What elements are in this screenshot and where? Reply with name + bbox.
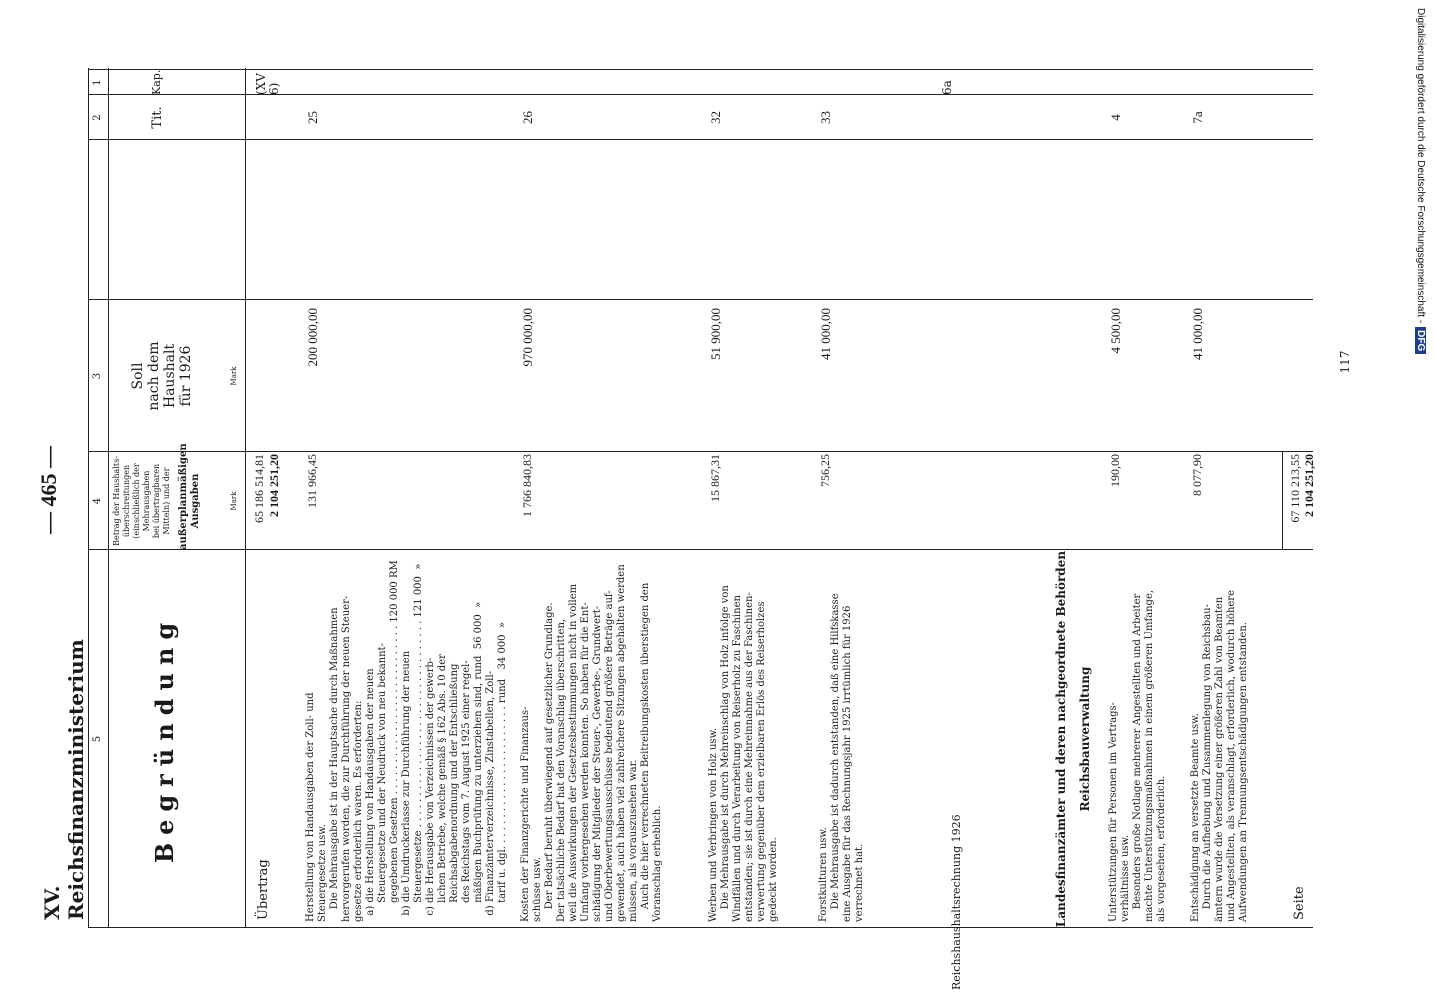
row-betrag: 15 867,31: [708, 454, 722, 502]
total-value-2: 2 104 251,20: [1302, 454, 1316, 517]
row-text: Kosten der Finanzgerichte und Finanzaus- schüsse usw. Der Bedarf beruht überwiegend auf gesetzlicher Grundlage. Der tatsächliche Bedarf hat den Voranschlag überschritten, weil die Auswirkungen der Gesetzesbestimmungen nicht in vollem Umfang vorhergesehen werden konnten. So haben für die Ent- schädigung der Mitglieder der Steuer-, Gewerbe-, Grundwert- und Oberbewertungsausschüsse bedeutend größere Beträge auf- gewendet, auch haben viel zahlreichere Sitzungen abgehalten werden müssen, als vorauszusehen war. Auch die hier verrechneten Beitreibungskosten überstiegen den Voranschlag erheblich.: [520, 564, 663, 922]
carry-kap: (XV 6): [254, 73, 281, 95]
row-tit: 25: [305, 111, 320, 124]
row-text: Entschädigung an versetzte Beamte usw. Durch die Aufhebung und Zusammenlegung von Reichsbau- ämtern wurde die Versetzung einer größeren Zahl von Beamten und Angestellten, als veranschlagt, erforderlich, wodurch höhere Aufwendungen an Trennungsentschädigungen entstanden.: [1190, 589, 1249, 922]
colnum-5: 5: [92, 735, 103, 743]
row-betrag: 190,00: [1108, 454, 1122, 487]
col-line-0: [88, 927, 1313, 928]
row-text: Werben und Verbringen von Holz usw. Die Mehrausgabe ist durch Mehreinschlag von Holz infolge von Windfällen und durch Verarbeitung von Reiserholz zu Faschinen entstanden; sie ist durch eine Mehreinnahme aus der Faschinen- verwertung gegenüber dem erzielbaren Erlös des Reiserholzes gedeckt worden.: [708, 585, 779, 922]
section-subtitle: Reichsbauverwaltung: [1078, 666, 1092, 812]
page-number: — 465 —: [36, 446, 61, 534]
colnum-3: 3: [92, 372, 103, 380]
total-rule: [1282, 452, 1283, 550]
row-tit: 7a: [1190, 111, 1205, 124]
colnum-4: 4: [92, 497, 103, 505]
total-label: Seite: [1292, 886, 1307, 920]
row-text: Unterstützungen für Personen im Vertrags- verhältnisse usw. Besonders große Notlage mehrerer Angestellten und Arbeiter machte Unterstützungsmaßnahmen in einem größeren Umfange, als vorgesehen, erforderlich.: [1108, 589, 1167, 922]
row-soll: 51 900,00: [708, 308, 723, 360]
table-top-rule: [88, 68, 89, 928]
col-line-3: [88, 299, 1313, 300]
header-tit: Tit.: [150, 106, 165, 129]
colnum-2: 2: [92, 114, 103, 121]
header-soll: Soll nach dem Haushalt für 1926: [130, 341, 194, 411]
total-value-1: 67 110 213,55: [1288, 454, 1302, 523]
header-bottom-rule: [245, 68, 246, 928]
row-text: Herstellung von Handausgaben der Zoll- und Steuergesetze usw. Die Mehrausgabe ist in der Hauptsache durch Maßnahmen hervorgerufen worden, die zur Durchführung der neuen Steuer- gesetze erforderlich waren. Es erforderten: a) die Herstellung von Handausgaben der neuen Steuergesetze und der Neudruck von neu bekannt- gegebenen Gesetzen . . . . . . . . . . . . . . . . . . . . . . . . . . . 120 000 RM b) die Umdruckerlasse zur Durchführung der neuen Steuergesetze . . . . . . . . . . . . . . . . . . . . . . . . . . . . . . . . . 121 000 » c) die Herausgabe von Verzeichnissen der gewerb- lichen Betriebe, welche gemäß § 162 Abs. 10 der Reichsabgabenordnung und der Entschließung des Reichstags vom 7. August 1925 einer regel- mäßigen Buchprüfung zu unterziehen sind, rund 56 000 » d) Finanzämterverzeichnisse, Zinstabellen, Zoll- tarif u. dgl. . . . . . . . . . . . . . . . . . . . . . . rund 34 000 »: [305, 560, 508, 922]
colnum-rule: [108, 68, 109, 928]
row-soll: 41 000,00: [818, 308, 833, 360]
dfg-logo: DFG: [1415, 327, 1426, 354]
row-soll: 970 000,00: [520, 308, 535, 367]
digitization-sidebar: [1408, 8, 1426, 992]
section-title: Landesfinanzämter und deren nachgeordnete Behörden: [1054, 550, 1068, 928]
row-tit: 33: [818, 111, 833, 124]
footer-left: Reichshaushaltsrechnung 1926: [950, 814, 963, 990]
col-line-4: [88, 139, 1313, 140]
row-betrag: 8 077,90: [1190, 454, 1204, 496]
carry-label: Übertrag: [256, 859, 271, 920]
row-soll: 200 000,00: [305, 308, 320, 367]
header-begruendung: Begründung: [150, 614, 179, 864]
header-betrag-unit: Mark: [230, 491, 238, 511]
row-soll: 4 500,00: [1108, 308, 1123, 354]
col-line-1: [88, 549, 1313, 550]
row-tit: 26: [520, 111, 535, 124]
ministry-heading: XV. Reichsfinanzministerium: [40, 639, 88, 920]
section-kap: 6a: [940, 80, 954, 95]
row-betrag: 756,25: [818, 454, 832, 487]
row-soll: 41 000,00: [1190, 308, 1205, 360]
header-betrag: Betrag der Haushalts- überschreitungen (einschließlich der Mehrausgaben bei übertragbaren Mitteln) und der: [112, 456, 171, 546]
carry-value-2: 2 104 251,20: [267, 454, 281, 517]
carry-value-1: 65 186 514,81: [252, 454, 266, 523]
col-line-2: [88, 451, 1313, 452]
row-tit: 32: [708, 111, 723, 124]
header-soll-unit: Mark: [230, 366, 238, 386]
colnum-1: 1: [92, 79, 103, 86]
sidebar-text: Digitalisierung gefördert durch die Deutsche Forschungsgemeinschaft -: [1415, 8, 1426, 324]
footer-left-holder: [950, 760, 970, 990]
header-kap: Kap.: [150, 69, 163, 95]
footer-page-number: 117: [1338, 350, 1352, 374]
header-betrag-bold: außerplanmäßigen Ausgaben: [178, 443, 201, 550]
row-betrag: 1 766 840,83: [520, 454, 534, 517]
row-betrag: 131 966,45: [305, 454, 319, 508]
row-text: Forstkulturen usw. Die Mehrausgabe ist dadurch entstanden, daß eine Hilfskasse eine Ausgabe für das Rechnungsjahr 1925 irrtümlich für 1926 verrechnet hat.: [818, 593, 865, 922]
row-tit: 4: [1108, 114, 1123, 121]
